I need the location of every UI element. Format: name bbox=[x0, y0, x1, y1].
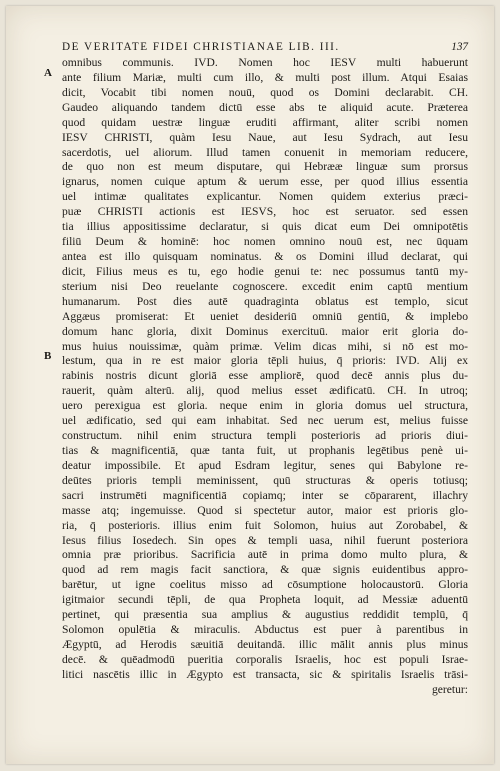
text-line: Gaudeo aliquando tandem dictū esse abs te aliquid acute. Præterea bbox=[62, 100, 468, 114]
text-line: decē. & quēadmodū pueritia corporalis Israelis, hoc est populi Israe- bbox=[62, 652, 468, 666]
text-line: ignarus, nomen cuique aptum & uerum esse, per quod illius essentia bbox=[62, 175, 468, 189]
text-line: Ægyptū, ad Herodis sæuitiā deuitandā. illic mālit annis plus minus bbox=[62, 637, 468, 651]
folio-number: 137 bbox=[451, 41, 468, 53]
text-line: rauerit, quàm alterū. alij, quod melius esset ædificatū. CH. In utroq; bbox=[62, 384, 468, 398]
book-page bbox=[6, 6, 494, 764]
text-line: deatur impossibile. Et apud Esdram legitur, senes qui Babylone re- bbox=[62, 458, 468, 472]
text-line: deūtes prioris templi meminissent, quū structuras & operis totiusq; bbox=[62, 473, 468, 487]
margin-letter-a: A bbox=[44, 67, 52, 79]
text-line: igitmaior secundi tēpli, de qua Propheta loquit, ad Messiæ aduentū bbox=[62, 593, 468, 607]
text-line: sacerdotis, uel aliorum. Illud tamen conuenit in memoriam reducere, bbox=[62, 145, 468, 159]
text-line: Solomon opulētia & miraculis. Abductus est puer à parentibus in bbox=[62, 623, 468, 637]
text-line: de quo non est meum disputare, qui Hebrææ linguæ sum prorsus bbox=[62, 160, 468, 174]
text-line: uel ædificatio, sed qui eam inhabitat. Sed nec uerum est, melius fuisse bbox=[62, 414, 468, 428]
text-line: litici nascētis illic in Ægypto est transacta, sic & spiritalis Israelis trāsi- bbox=[62, 667, 468, 681]
running-head bbox=[62, 41, 468, 57]
text-line: dicit, Vocabit tibi nomen nouū, quod os Domini declarabit. CH. bbox=[62, 85, 468, 99]
text-line: quod ad rem magis facit sanctiora, & quæ signis euidentibus appro- bbox=[62, 563, 468, 577]
text-line: barētur, ut igne coelitus misso ad cōsumptione holocaustorū. Gloria bbox=[62, 578, 468, 592]
text-line: tias & magnificentiā, quæ tanta fuit, ut prophanis legētibus penè ui- bbox=[62, 443, 468, 457]
text-line: omnibus communis. IVD. Nomen hoc IESV multi habuerunt bbox=[62, 56, 468, 69]
text-line: ria, q̄ posterioris. illius enim fuit Solomon, huius aut Zorobabel, & bbox=[62, 518, 468, 532]
text-line: quod quidam uestræ linguæ eruditi affirmant, aliter scribi nomen bbox=[62, 115, 468, 129]
catchword: geretur: bbox=[431, 682, 468, 696]
text-line: humanarum. Post dies autē quadraginta oblatus est templo, sicut bbox=[62, 294, 468, 308]
text-line: dicit, Filius meus es tu, ego hodie genui te: nec possumus tantū my- bbox=[62, 264, 468, 278]
text-line: ante filium Mariæ, multi cum illo, & multi post illum. Atqui Esaias bbox=[62, 70, 468, 84]
text-line: sacri instrumēti magnificentiā copiamq; inter se cōpararent, illachry bbox=[62, 488, 468, 502]
text-line: puæ CHRISTI actionis est IESVS, hoc est seruator. sed essen bbox=[62, 205, 468, 219]
text-line: mus huius nouissimæ, quàm primæ. Velim dicas mihi, si nō est mo- bbox=[62, 339, 468, 353]
text-line: uero perexigua est gloria. neque enim in gloria domus uel structura, bbox=[62, 399, 468, 413]
text-line: constructum. nihil enim structura templi posterioris ad prioris diui- bbox=[62, 429, 468, 443]
text-line: lestum, qua in re est maior gloria tēpli huius, q̄ prioris: IVD. Alij ex bbox=[62, 354, 468, 368]
text-line: rabinis nostris dicunt gloriā esse ampliorē, quod decē annis plus du- bbox=[62, 369, 468, 383]
text-line: antea est illo quisquam nominatus. & os Domini illud declarat, qui bbox=[62, 249, 468, 263]
text-line: pertinet, qui præsentia sua amplius & augustius reddidit templū, q̄ bbox=[62, 608, 468, 622]
body-text bbox=[62, 56, 468, 698]
text-line: filiū Deum & hominē: hoc nomen omnino nouū est, nec ūquam bbox=[62, 235, 468, 249]
running-title: DE VERITATE FIDEI CHRISTIANAE LIB. III. bbox=[62, 41, 340, 53]
margin-letter-b: B bbox=[44, 350, 52, 362]
text-line: Aggæus promiserat: Et ueniet desideriū omniū gentiū, & implebo bbox=[62, 309, 468, 323]
text-line: Iesus filius Iosedech. Sin opes & templi uasa, nihil fuerunt posteriora bbox=[62, 533, 468, 547]
text-line: IESV CHRISTI, quàm Iesu Naue, aut Iesu Sydrach, aut Iesu bbox=[62, 130, 468, 144]
text-line: omnia præ prioribus. Sacrificia autē in prima domo multo plura, & bbox=[62, 548, 468, 562]
text-line: uel intimæ qualitates explicantur. Nomen quidem exterius præci- bbox=[62, 190, 468, 204]
text-line: masse atq; ingemuisse. Quod si spectetur autor, maior est prioris glo- bbox=[62, 503, 468, 517]
text-line: sterium nisi Deo reuelante cognoscere. excedit enim captū mentium bbox=[62, 279, 468, 293]
text-line: domum hanc gloria, dixit Dominus exercituū. maior erit gloria do- bbox=[62, 324, 468, 338]
text-line: tia illius appositissime declaratur, si quis dicat eum Dei omnipotētis bbox=[62, 220, 468, 234]
